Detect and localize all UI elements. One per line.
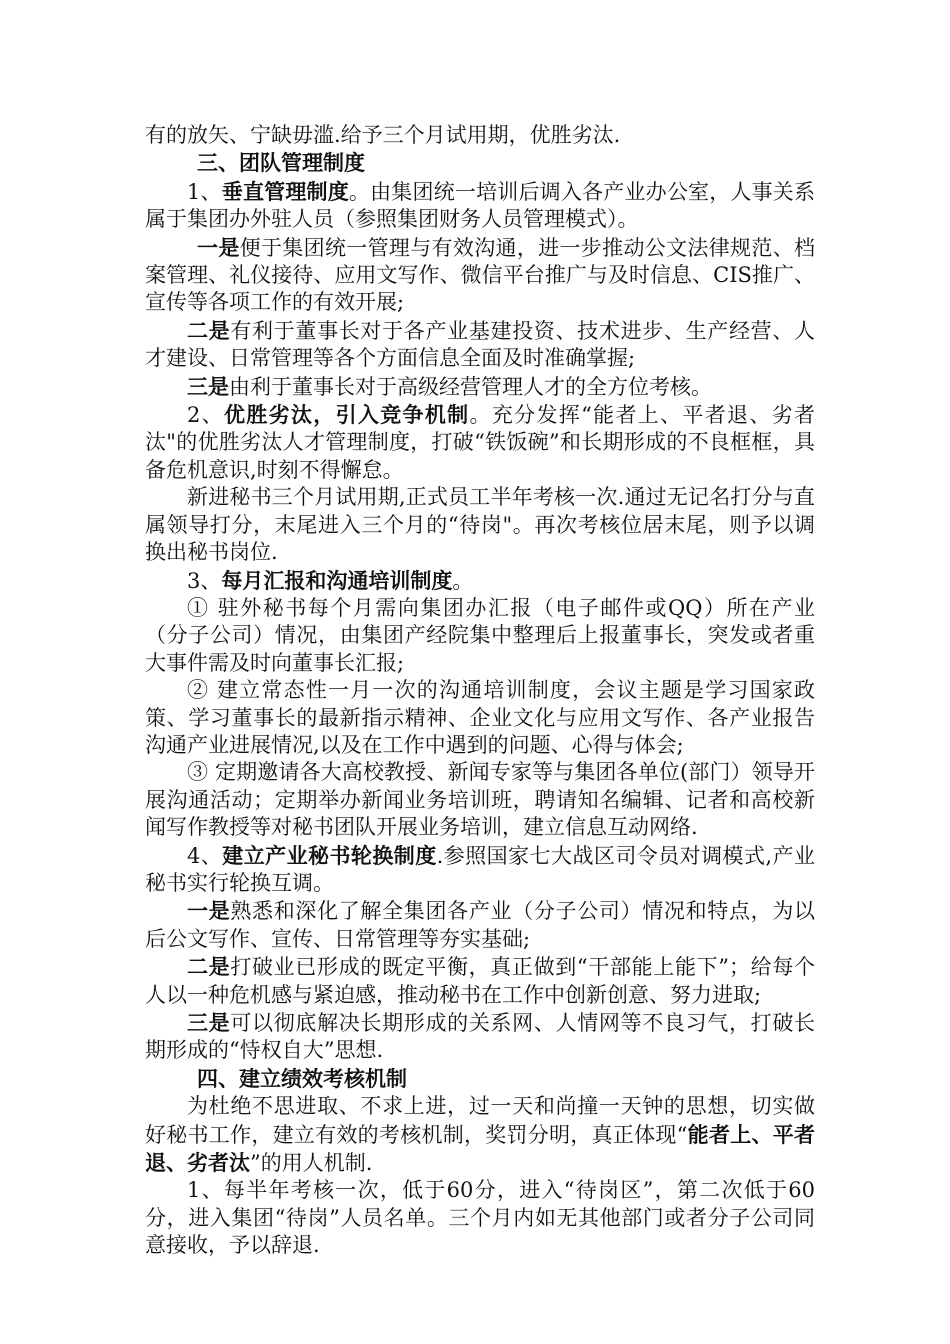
bold-text: 二是: [187, 954, 231, 980]
paragraph: [145, 677, 815, 759]
paragraph: [145, 1065, 815, 1093]
bold-text: 能者上、平者退、劣者汰: [145, 1121, 816, 1176]
text-run: ③ 定期邀请各大高校教授、新闻专家等与集团各单位(部门）领导开展沟通活动；定期举办新闻业务培训班，聘请知名编辑、记者和高校新闻写作教授等对秘书团队开展业务培训，建立信息互动网络.: [145, 760, 815, 840]
paragraph: [145, 122, 815, 149]
paragraph: [145, 1009, 815, 1065]
text-run: 可以彻底解决长期形成的关系网、人情网等不良习气，打破长期形成的“恃权自大”思想.: [145, 1011, 815, 1063]
paragraph: [145, 595, 815, 677]
text-run: 2、: [187, 403, 224, 428]
text-run: 便于集团统一管理与有效沟通，进一步推动公文法律规范、档案管理、礼仪接待、应用文写作、微信平台推广与及时信息、CIS推广、宣传等各项工作的有效开展;: [145, 235, 816, 315]
paragraph: [145, 759, 815, 841]
bold-text: 四、建立绩效考核机制: [197, 1065, 407, 1091]
paragraph: [145, 401, 815, 484]
text-run: 打破业已形成的既定平衡，真正做到“干部能上能下”；给每个人以一种危机感与紧迫感，推动秘书在工作中创新创意、努力进取;: [145, 955, 815, 1007]
text-run: ② 建立常态性一月一次的沟通培训制度，会议主题是学习国家政策、学习董事长的最新指示精神、企业文化与应用文写作、各产业报告沟通产业进展情况,以及在工作中遇到的问题、心得与体会;: [145, 678, 815, 757]
paragraph: [145, 897, 815, 953]
bold-text: 一是: [187, 898, 231, 924]
bold-text: 建立产业秘书轮换制度: [222, 842, 437, 868]
text-run: 由利于董事长对于高级经营管理人才的全方位考核。: [229, 374, 712, 399]
bold-text: 优胜劣汰，引入竞争机制: [224, 402, 470, 428]
paragraph: [145, 1093, 815, 1177]
paragraph: [145, 1177, 815, 1259]
text-run: ① 驻外秘书每个月需向集团办汇报（电子邮件或QQ）所在产业（分子公司）情况，由集团产经院集中整理后上报董事长，突发或者重大事件需及时向董事长汇报;: [145, 595, 815, 675]
text-run: 1、: [187, 179, 222, 204]
text-run: 。: [452, 568, 474, 593]
text-run: .参照国家七大战区司令员对调模式,产业秘书实行轮换互调。: [145, 843, 815, 895]
text-run: 为杜绝不思进取、不求上进，过一天和尚撞一天钟的思想，切实做好秘书工作，建立有效的考核机制，奖罚分明，真正体现“: [145, 1094, 815, 1147]
bold-text: 一是: [197, 234, 240, 260]
text-run: 4、: [187, 843, 223, 868]
paragraph: [145, 149, 815, 177]
paragraph: [145, 953, 815, 1009]
bold-text: 三、团队管理制度: [197, 150, 365, 176]
bold-text: 每月汇报和沟通培训制度: [221, 567, 453, 593]
paragraph: [145, 317, 815, 373]
paragraph: [145, 373, 815, 401]
bold-text: 三是: [187, 1010, 231, 1035]
bold-text: 垂直管理制度: [221, 178, 349, 204]
text-run: 熟悉和深化了解全集团各产业（分子公司）情况和特点，为以后公文写作、宣传、日常管理等夯实基础;: [145, 899, 815, 951]
text-run: 有利于董事长对于各产业基建投资、技术进步、生产经营、人才建设、日常管理等各个方面信息全面及时准确掌握;: [145, 318, 815, 371]
paragraph: [145, 484, 815, 566]
text-run: 。充分发挥“能者上、平者退、劣者汰"的优胜劣汰人才管理制度，打破“铁饭碗”和长期形成的不良框框，具备危机意识,时刻不得懈怠。: [145, 403, 815, 482]
text-run: 1、每半年考核一次，低于60分，进入“待岗区”，第二次低于60分，进入集团“待岗”人员名单。三个月内如无其他部门或者分子公司同意接收，予以辞退.: [145, 1178, 815, 1258]
bold-text: 三是: [187, 373, 229, 399]
text-run: 有的放矢、宁缺毋滥.给予三个月试用期，优胜劣汰.: [145, 123, 621, 147]
paragraph: [145, 842, 815, 898]
paragraph: [145, 567, 815, 595]
document-body: [145, 122, 815, 1260]
paragraph: [145, 234, 815, 317]
text-run: 新进秘书三个月试用期,正式员工半年考核一次.通过无记名打分与直属领导打分，末尾进入三个月的“待岗"。再次考核位居末尾，则予以调换出秘书岗位.: [145, 485, 815, 565]
text-run: ”的用人机制.: [250, 1151, 373, 1176]
text-run: 。由集团统一培训后调入各产业办公室，人事关系属于集团办外驻人员（参照集团财务人员管理模式）。: [145, 179, 815, 232]
bold-text: 二是: [187, 317, 231, 343]
paragraph: [145, 178, 815, 234]
text-run: 3、: [187, 568, 222, 593]
